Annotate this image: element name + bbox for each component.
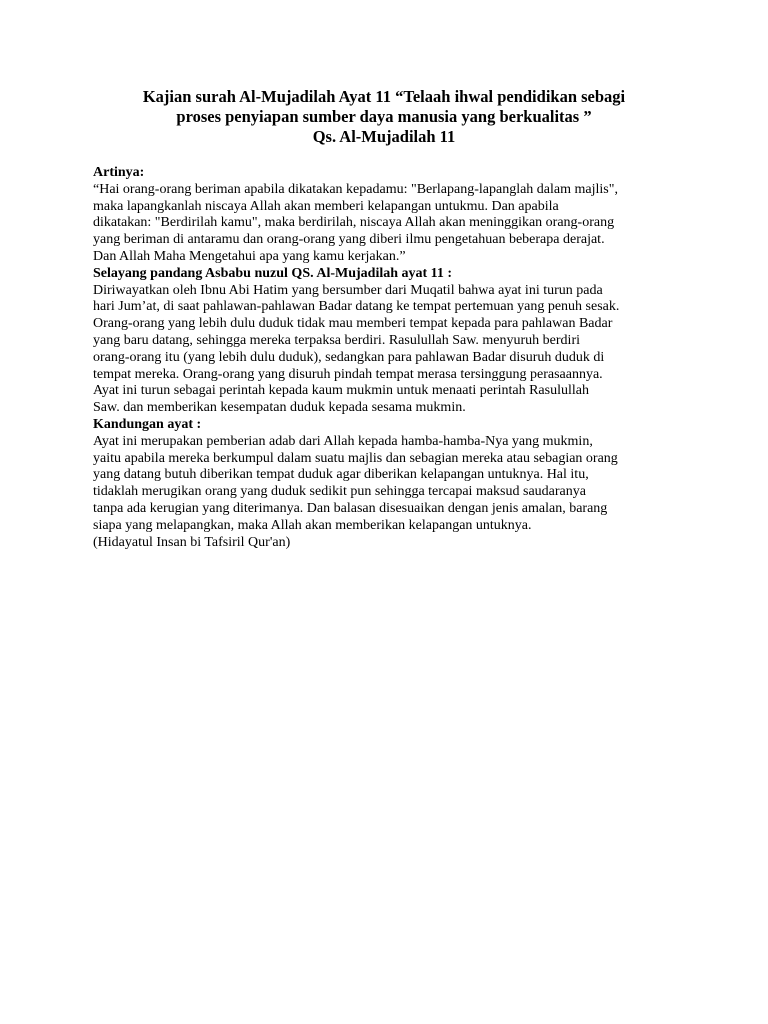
section-heading-asbabun-nuzul: Selayang pandang Asbabu nuzul QS. Al-Mujadilah ayat 11 : [93, 265, 453, 281]
kandungan-line-5: tanpa ada kerugian yang diterimanya. Dan balasan disesuaikan dengan jenis amalan, barang [93, 500, 608, 516]
asbab-line-4: yang baru datang, sehingga mereka terpaksa berdiri. Rasulullah Saw. menyuruh berdiri [93, 332, 580, 348]
kandungan-line-1: Ayat ini merupakan pemberian adab dari Allah kepada hamba-hamba-Nya yang mukmin, [93, 433, 593, 449]
section-heading-artinya: Artinya: [93, 165, 145, 180]
section-kandungan [93, 417, 693, 551]
artinya-line-3: dikatakan: "Berdirilah kamu", maka berdirilah, niscaya Allah akan meninggikan orang-orang [93, 215, 615, 231]
asbab-line-5: orang-orang itu (yang lebih dulu duduk), sedangkan para pahlawan Badar disuruh duduk di [93, 349, 605, 365]
artinya-line-5: Dan Allah Maha Mengetahui apa yang kamu kerjakan.” [93, 248, 406, 264]
document-title [60, 87, 708, 147]
asbab-line-3: Orang-orang yang lebih dulu duduk tidak mau memberi tempat kepada para pahlawan Badar [93, 316, 613, 332]
kandungan-line-6: siapa yang melapangkan, maka Allah akan memberikan kelapangan untuknya. [93, 517, 532, 533]
artinya-line-2: maka lapangkanlah niscaya Allah akan memberi kelapangan untukmu. Dan apabila [93, 198, 559, 214]
artinya-line-4: yang beriman di antaramu dan orang-orang yang diberi ilmu pengetahuan beberapa derajat. [93, 232, 605, 248]
asbab-line-2: hari Jum’at, di saat pahlawan-pahlawan Badar datang ke tempat pertemuan yang penuh sesak. [93, 299, 620, 315]
title-line-3: Qs. Al-Mujadilah 11 [312, 127, 456, 146]
asbab-line-6: tempat mereka. Orang-orang yang disuruh pindah tempat merasa tersinggung perasaannya. [93, 366, 603, 382]
title-line-1: Kajian surah Al-Mujadilah Ayat 11 “Telaah ihwal pendidikan sebagi [142, 87, 626, 106]
kandungan-line-3: yang datang butuh diberikan tempat duduk agar diberikan kelapangan untuknya. Hal itu, [93, 467, 589, 483]
asbab-line-1: Diriwayatkan oleh Ibnu Abi Hatim yang bersumber dari Muqatil bahwa ayat ini turun pada [93, 282, 603, 298]
asbab-line-7: Ayat ini turun sebagai perintah kepada kaum mukmin untuk menaati perintah Rasulullah [93, 383, 589, 399]
kandungan-line-2: yaitu apabila mereka berkumpul dalam suatu majlis dan sebagian mereka atau sebagian orang [93, 450, 618, 466]
section-artinya [93, 165, 693, 266]
document-body [93, 165, 693, 551]
kandungan-line-4: tidaklah merugikan orang yang duduk sedikit pun sehingga tercapai maksud saudaranya [93, 484, 586, 500]
title-line-2: proses penyiapan sumber daya manusia yang berkualitas ” [176, 107, 592, 126]
artinya-line-1: “Hai orang-orang beriman apabila dikatakan kepadamu: "Berlapang-lapanglah dalam majlis", [93, 181, 618, 197]
source-citation: (Hidayatul Insan bi Tafsiril Qur'an) [93, 534, 291, 550]
section-heading-kandungan: Kandungan ayat : [93, 416, 202, 432]
asbab-line-8: Saw. dan memberikan kesempatan duduk kepada sesama mukmin. [93, 400, 466, 416]
section-asbabun-nuzul [93, 266, 693, 417]
